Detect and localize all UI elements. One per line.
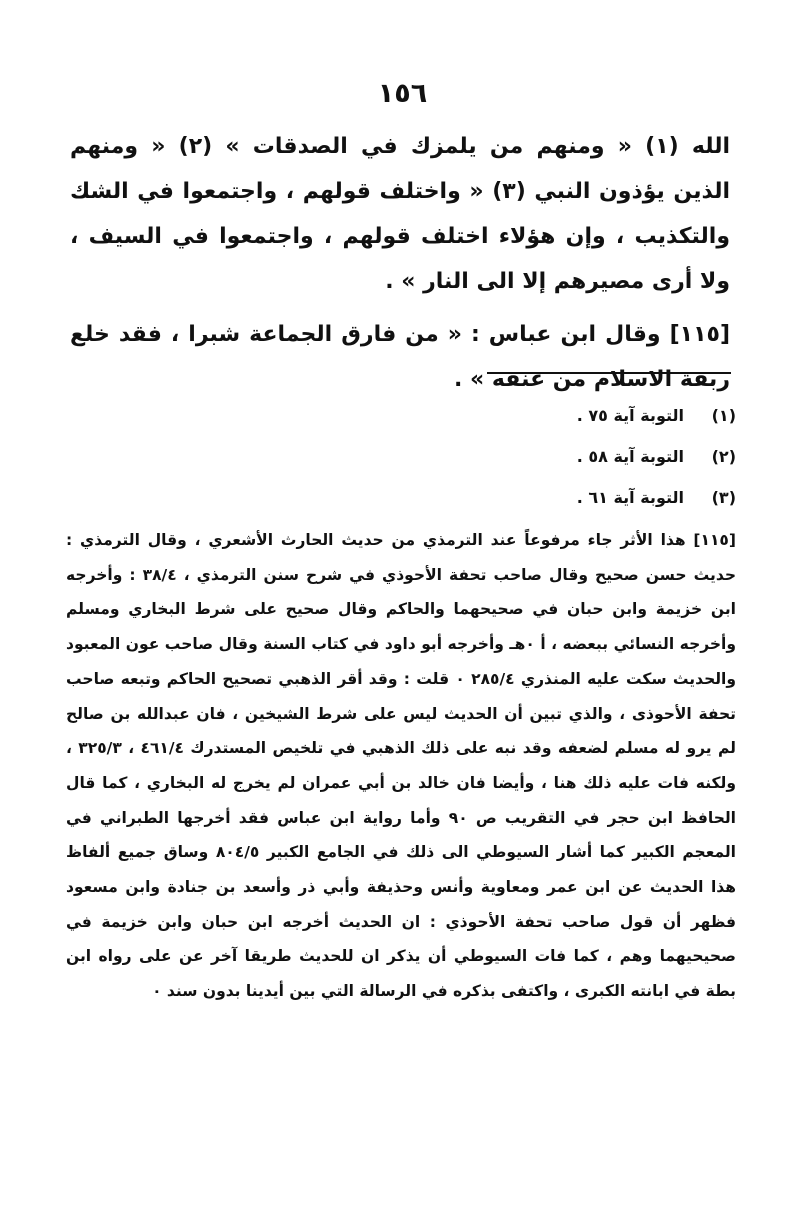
footnotes-section	[66, 400, 736, 1009]
footnote	[66, 400, 736, 431]
footnote-number: (١)	[711, 406, 736, 425]
footnote-number: (٢)	[711, 447, 736, 466]
footnote	[66, 482, 736, 513]
footnote-text: التوبة آية ٧٥ .	[576, 406, 684, 425]
main-paragraph: [١١٥] وقال ابن عباس : « من فارق الجماعة شبرا ، فقد خلع ربقة الاسلام من عنقه » .	[70, 322, 730, 392]
page-number: ١٥٦	[377, 78, 428, 109]
footnote	[66, 441, 736, 472]
footnote-number: (٣)	[711, 488, 736, 507]
footnote-separator	[487, 372, 731, 374]
commentary-note: [١١٥] هذا الأثر جاء مرفوعاً عند الترمذي من حديث الحارث الأشعري ، وقال الترمذي : حديث حسن صحيح وقال صاحب تحفة الأحوذي في شرح سنن الترمذي ، ٣٨/٤ : وأخرجه ابن خزيمة وابن حبان في صحيحهما والحاكم وقال صحيح على شرط البخاري ومسلم وأخرجه النسائي ببعضه ، أ ٠هـ وأخرجه أبو داود في كتاب السنة وقال صاحب عون المعبود والحديث سكت عليه المنذري ٢٨٥/٤ ٠ قلت : وقد أقر الذهبي تصحيح الحاكم وتبعه صاحب تحفة الأحوذى ، والذي تبين أن الحديث ليس على شرط الشيخين ، فان عبدالله بن صالح لم يرو له مسلم لضعفه وقد نبه على ذلك الذهبي في تلخيص المستدرك ٤٦١/٤ ، ٣٢٥/٣ ، ولكنه فات عليه ذلك هنا ، وأيضا فان خالد بن أبي عمران لم يخرج له البخاري ، كما قال الحافظ ابن حجر في التقريب ص ٩٠ وأما رواية ابن عباس فقد أخرجها الطبراني في المعجم الكبير كما أشار السيوطي الى ذلك في الجامع الكبير ٨٠٤/٥ وساق جميع ألفاظ هذا الحديث عن ابن عمر ومعاوية وأنس وحذيفة وأبي ذر وأسعد بن جنادة وابن مسعود فظهر أن قول صاحب تحفة الأحوذي : ان الحديث أخرجه ابن حبان وابن خزيمة في صحيحيهما وهم ، كما فات السيوطي أن يذكر ان للحديث طريقا آخر عن على رواه ابن بطة في ابانته الكبرى ، واكتفى بذكره في الرسالة التي بين أيدينا بدون سند ٠	[66, 531, 737, 1001]
footnote-text: التوبة آية ٥٨ .	[576, 447, 684, 466]
main-paragraph: الله (١) « ومنهم من يلمزك في الصدقات » (٢) « ومنهم الذين يؤذون النبي (٣) « واختلف قولهم ، واجتمعوا في الشك والتكذيب ، وإن هؤلاء اختلف قولهم ، واجتمعوا في السيف ، ولا أرى مصيرهم إلا الى النار » .	[70, 134, 730, 294]
footnote-text: التوبة آية ٦١ .	[576, 488, 684, 507]
main-text	[70, 124, 730, 402]
